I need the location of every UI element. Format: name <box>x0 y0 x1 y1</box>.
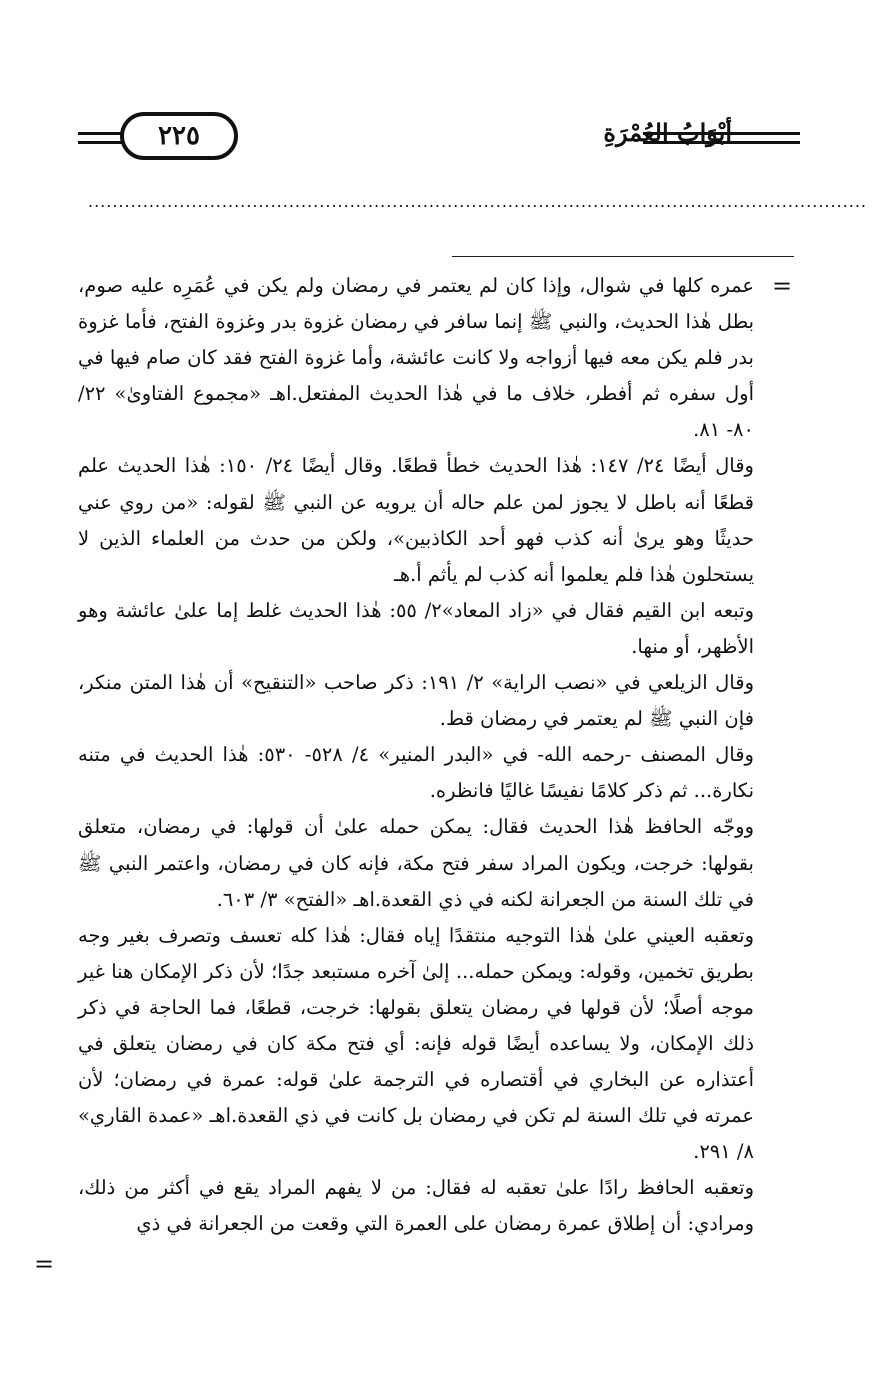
paragraph: وقال أيضًا ٢٤/ ١٤٧: هٰذا الحديث خطأ قطعًا. وقال أيضًا ٢٤/ ١٥٠: هٰذا الحديث علم قطعًا أنه باطل لا يجوز لمن علم حاله أن يرويه عن النبي ﷺ لقوله: «من روي عني حديثًا وهو يرىٰ أنه كذب فهو أحد الكاذبين»، ولكن من حدث من العلماء الذين لا يستحلون هٰذا فلم يعلموا أنه كذب لم يأثم أ.هـ <box>78 454 754 586</box>
dotted-separator: ................................................................................................................................ <box>88 192 867 211</box>
paragraph: وتبعه ابن القيم فقال في «زاد المعاد»٢/ ٥٥: هٰذا الحديث غلط إما علىٰ عائشة وهو الأظهر، أو منها. <box>78 598 754 658</box>
page-number: ٢٢٥ <box>120 112 238 160</box>
paragraph: ووجّه الحافظ هٰذا الحديث فقال: يمكن حمله علىٰ أن قولها: في رمضان، متعلق بقولها: خرجت، ويكون المراد سفر فتح مكة، فإنه كان في رمضان، واعتمر النبي ﷺ في تلك السنة من الجعرانة لكنه في ذي القعدة.اهـ «الفتح» ٣/ ٦٠٣. <box>78 815 754 911</box>
continuation-mark-start: = <box>772 272 793 300</box>
paragraph: عمره كلها في شوال، وإذا كان لم يعتمر في رمضان ولم يكن في عُمَرِه عليه صوم، بطل هٰذا الحديث، والنبي ﷺ إنما سافر في رمضان غزوة بدر وغزوة الفتح، فأما غزوة بدر فلم يكن معه فيها أزواجه ولا كانت عائشة، وأما غزوة الفتح فقد كان صام فيها في أول سفره ثم أفطر، خلاف ما في هٰذا الحديث المفتعل.اهـ «مجموع الفتاوىٰ» ٢٢/ ٨٠- ٨١. <box>78 274 754 442</box>
footnote-text <box>78 268 754 1243</box>
header-rule <box>78 132 126 135</box>
continuation-mark-end: = <box>34 1250 55 1278</box>
paragraph: وتعقبه العيني علىٰ هٰذا التوجيه منتقدًا إياه فقال: هٰذا كله تعسف وتصرف بغير وجه بطريق تخمين، وقوله: ويمكن حمله... إلىٰ آخره مستبعد جدًا؛ لأن ذكر الإمكان هنا غير موجه أصلًا؛ لأن قولها في رمضان يتعلق بقولها: خرجت، قطعًا، فما الحاجة في ذكر ذلك الإمكان، ولا يساعده أيضًا قوله فإنه: أي فتح مكة كان في رمضان يتعلق في أعتذاره عن البخاري في أقتصاره في الترجمة علىٰ قوله: عمرة في رمضان؛ لأن عمرته في تلك السنة لم تكن في رمضان بل كانت في ذي القعدة.اهـ «عمدة القاري» ٨/ ٢٩١. <box>78 923 754 1164</box>
header-rule <box>78 141 126 144</box>
paragraph: وقال الزيلعي في «نصب الراية» ٢/ ١٩١: ذكر صاحب «التنقيح» أن هٰذا المتن منكر، فإن النبي ﷺ لم يعتمر في رمضان قط. <box>78 671 754 731</box>
page-header <box>78 112 800 164</box>
paragraph: وقال المصنف -رحمه الله- في «البدر المنير» ٤/ ٥٢٨- ٥٣٠: هٰذا الحديث في متنه نكارة... ثم ذكر كلامًا نفيسًا غاليًا فانظره. <box>78 743 754 803</box>
paragraph: وتعقبه الحافظ رادًا علىٰ تعقبه له فقال: من لا يفهم المراد يقع في أكثر من ذلك، ومرادي: أن إطلاق عمرة رمضان على العمرة التي وقعت من الجعرانة في ذي <box>78 1176 754 1236</box>
running-title: أبْوَابُ العُمْرَةِ <box>603 118 732 147</box>
footnote-separator <box>452 256 794 257</box>
